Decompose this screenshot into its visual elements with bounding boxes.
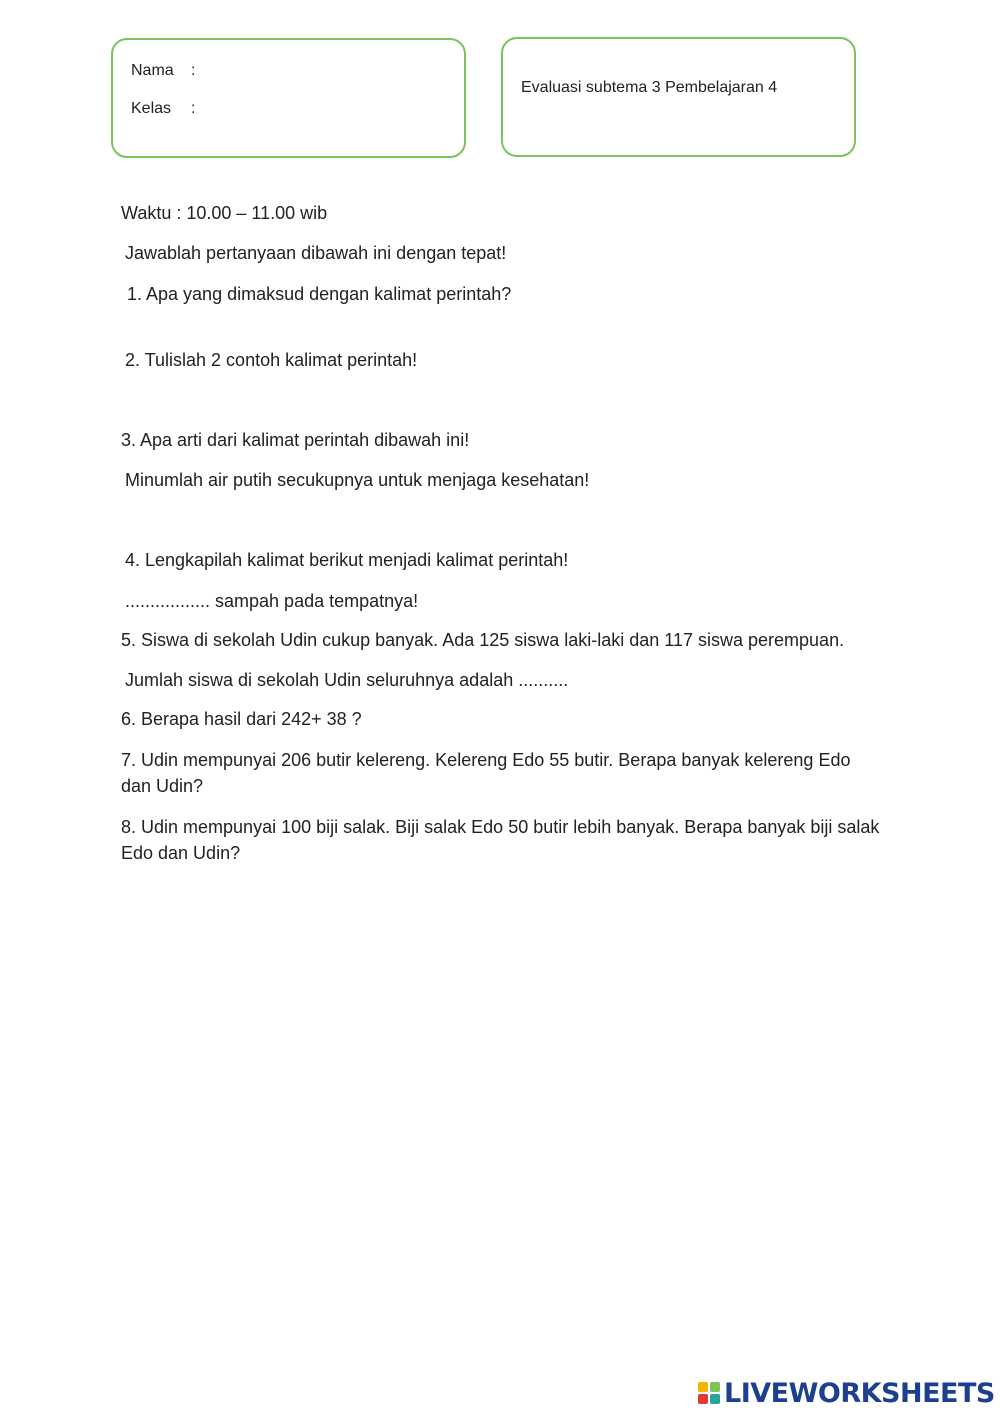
question-6: 6. Berapa hasil dari 242+ 38 ?	[121, 709, 362, 729]
question-5-continuation: Jumlah siswa di sekolah Udin seluruhnya adalah ..........	[125, 670, 569, 690]
name-field	[131, 62, 195, 80]
question-3: 3. Apa arti dari kalimat perintah dibawah ini!	[121, 430, 470, 450]
liveworksheets-logo	[698, 1378, 995, 1408]
question-5: 5. Siswa di sekolah Udin cukup banyak. Ada 125 siswa laki-laki dan 117 siswa perempuan.	[121, 630, 845, 650]
name-colon: :	[191, 62, 196, 79]
worksheet-title: Evaluasi subtema 3 Pembelajaran 4	[521, 79, 778, 96]
question-8: 8. Udin mempunyai 100 biji salak. Biji salak Edo 50 butir lebih banyak. Berapa banyak biji salak Edo dan Udin?	[121, 817, 880, 863]
instruction: Jawablah pertanyaan dibawah ini dengan tepat!	[125, 243, 507, 263]
question-4-sentence: ................. sampah pada tempatnya!	[125, 591, 419, 611]
class-field	[131, 100, 195, 118]
liveworksheets-logo-icon	[698, 1382, 720, 1404]
question-7: 7. Udin mempunyai 206 butir kelereng. Kelereng Edo 55 butir. Berapa banyak kelereng Edo dan Udin?	[121, 750, 851, 796]
question-3-sentence: Minumlah air putih secukupnya untuk menjaga kesehatan!	[125, 470, 590, 490]
title-box	[501, 37, 856, 157]
name-label: Nama	[131, 62, 174, 79]
class-colon: :	[191, 100, 196, 117]
brand-name: LIVEWORKSHEETS	[724, 1377, 995, 1409]
question-4: 4. Lengkapilah kalimat berikut menjadi kalimat perintah!	[125, 550, 569, 570]
question-1: 1. Apa yang dimaksud dengan kalimat perintah?	[127, 284, 512, 304]
time-info: Waktu : 10.00 – 11.00 wib	[121, 203, 328, 223]
student-info-box	[111, 38, 466, 158]
class-label: Kelas	[131, 100, 172, 117]
question-2: 2. Tulislah 2 contoh kalimat perintah!	[125, 350, 418, 370]
